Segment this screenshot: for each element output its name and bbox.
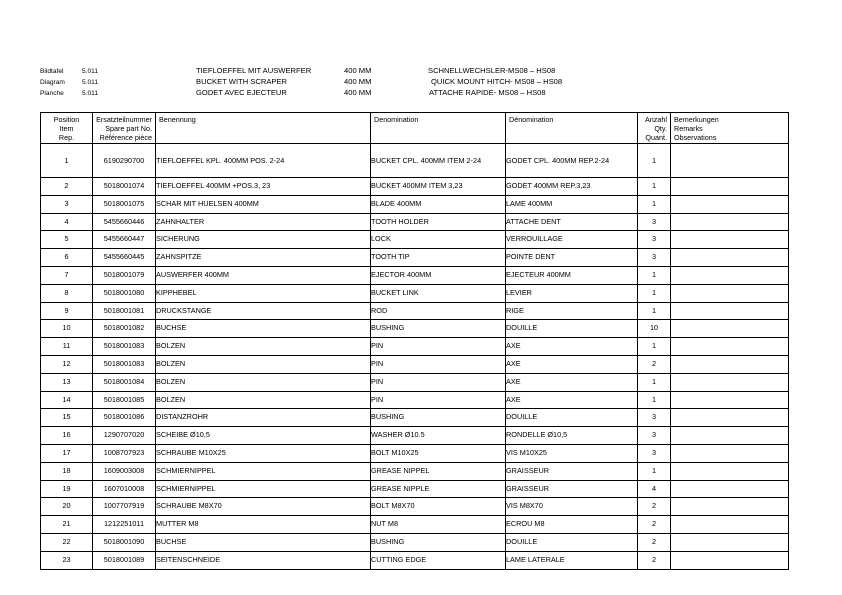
cell-remarks — [671, 249, 789, 267]
cell-remarks — [671, 373, 789, 391]
cell-denomination-fr: LAME LATERALE — [506, 551, 638, 569]
cell-denomination-en: PIN — [371, 373, 506, 391]
cell-spare-part-no: 5455660445 — [93, 249, 156, 267]
column-header-position — [41, 113, 93, 144]
cell-remarks — [671, 178, 789, 196]
cell-denomination-fr: LEVIER — [506, 284, 638, 302]
cell-denomination-fr: ATTACHE DENT — [506, 213, 638, 231]
cell-remarks — [671, 355, 789, 373]
cell-position: 11 — [41, 338, 93, 356]
cell-denomination-en: WASHER Ø10.5 — [371, 427, 506, 445]
cell-position: 17 — [41, 444, 93, 462]
cell-benennung: AUSWERFER 400MM — [156, 266, 371, 284]
cell-position: 10 — [41, 320, 93, 338]
column-header-denomination-fr — [506, 113, 638, 144]
cell-remarks — [671, 516, 789, 534]
cell-benennung: SCHRAUBE M8X70 — [156, 498, 371, 516]
cell-spare-part-no: 1008707923 — [93, 444, 156, 462]
cell-benennung: SCHRAUBE M10X25 — [156, 444, 371, 462]
column-header-spare-part-no-line2: Spare part No. — [105, 124, 152, 134]
cell-denomination-fr: DOUILLE — [506, 320, 638, 338]
cell-quantity: 3 — [638, 427, 671, 445]
column-header-quantity-line2: Qty. — [654, 124, 667, 134]
cell-denomination-fr: ECROU M8 — [506, 516, 638, 534]
cell-benennung: ZAHNHALTER — [156, 213, 371, 231]
cell-benennung: BUCHSE — [156, 533, 371, 551]
cell-spare-part-no: 5018001083 — [93, 355, 156, 373]
cell-denomination-fr: LAME 400MM — [506, 195, 638, 213]
cell-benennung: SEITENSCHNEIDE — [156, 551, 371, 569]
cell-spare-part-no: 5018001074 — [93, 178, 156, 196]
cell-denomination-en: LOCK — [371, 231, 506, 249]
column-header-quantity-line3: Quant. — [645, 133, 667, 143]
parts-list-table — [40, 112, 789, 570]
cell-remarks — [671, 533, 789, 551]
column-header-denomination-en — [371, 113, 506, 144]
cell-spare-part-no: 5018001080 — [93, 284, 156, 302]
cell-quantity: 2 — [638, 355, 671, 373]
cell-spare-part-no: 5018001090 — [93, 533, 156, 551]
cell-denomination-fr: AXE — [506, 391, 638, 409]
column-header-benennung — [156, 113, 371, 144]
cell-spare-part-no: 5018001081 — [93, 302, 156, 320]
cell-benennung: SICHERUNG — [156, 231, 371, 249]
cell-benennung: TIEFLOEFFEL KPL. 400MM POS. 2-24 — [156, 144, 371, 178]
cell-position: 9 — [41, 302, 93, 320]
cell-quantity: 2 — [638, 516, 671, 534]
cell-position: 18 — [41, 462, 93, 480]
column-header-remarks-line1: Bemerkungen — [674, 115, 719, 124]
table-row — [41, 320, 789, 338]
header-language-label-de: Bildtafel — [40, 68, 64, 75]
cell-spare-part-no: 5018001084 — [93, 373, 156, 391]
cell-position: 16 — [41, 427, 93, 445]
cell-position: 7 — [41, 266, 93, 284]
header-row-french — [40, 88, 788, 99]
cell-denomination-en: BUSHING — [371, 320, 506, 338]
table-row — [41, 338, 789, 356]
cell-quantity: 3 — [638, 409, 671, 427]
header-attachment-de: SCHNELLWECHSLER-MS08 – HS08 — [428, 66, 556, 75]
column-header-remarks — [671, 113, 789, 144]
header-size-fr: 400 MM — [344, 88, 372, 98]
cell-benennung: BOLZEN — [156, 338, 371, 356]
cell-benennung: SCHAR MIT HUELSEN 400MM — [156, 195, 371, 213]
cell-position: 2 — [41, 178, 93, 196]
column-header-quantity-line1: Anzahl — [645, 115, 667, 124]
table-row — [41, 266, 789, 284]
cell-denomination-en: BUCKET 400MM ITEM 3,23 — [371, 178, 506, 196]
cell-remarks — [671, 551, 789, 569]
cell-denomination-fr: AXE — [506, 338, 638, 356]
cell-denomination-en: BUSHING — [371, 409, 506, 427]
cell-spare-part-no: 5018001079 — [93, 266, 156, 284]
cell-quantity: 1 — [638, 391, 671, 409]
cell-denomination-en: BUCKET LINK — [371, 284, 506, 302]
column-header-position-line2: Item — [59, 124, 74, 134]
column-header-remarks-line3: Observations — [674, 133, 717, 143]
cell-spare-part-no: 1007707919 — [93, 498, 156, 516]
cell-remarks — [671, 320, 789, 338]
cell-benennung: BOLZEN — [156, 391, 371, 409]
table-row — [41, 480, 789, 498]
table-row — [41, 551, 789, 569]
cell-spare-part-no: 5455660447 — [93, 231, 156, 249]
header-language-label-en: Diagram — [40, 79, 65, 87]
cell-benennung: DISTANZROHR — [156, 409, 371, 427]
cell-spare-part-no: 5018001089 — [93, 551, 156, 569]
cell-remarks — [671, 498, 789, 516]
cell-denomination-fr: AXE — [506, 373, 638, 391]
column-header-spare-part-no — [93, 113, 156, 144]
cell-spare-part-no: 5018001086 — [93, 409, 156, 427]
cell-quantity: 3 — [638, 444, 671, 462]
cell-remarks — [671, 338, 789, 356]
cell-denomination-en: PIN — [371, 391, 506, 409]
cell-remarks — [671, 195, 789, 213]
cell-remarks — [671, 144, 789, 178]
table-row — [41, 302, 789, 320]
cell-denomination-fr: GODET 400MM REP.3,23 — [506, 178, 638, 196]
cell-denomination-en: PIN — [371, 338, 506, 356]
cell-spare-part-no: 5455660446 — [93, 213, 156, 231]
cell-position: 15 — [41, 409, 93, 427]
column-header-quantity — [638, 113, 671, 144]
cell-benennung: BUCHSE — [156, 320, 371, 338]
cell-spare-part-no: 5018001075 — [93, 195, 156, 213]
table-row — [41, 249, 789, 267]
cell-position: 1 — [41, 144, 93, 178]
cell-denomination-fr: DOUILLE — [506, 409, 638, 427]
cell-denomination-fr: DOUILLE — [506, 533, 638, 551]
cell-quantity: 1 — [638, 338, 671, 356]
column-header-denomination-fr-line1: Dénomination — [509, 115, 554, 124]
table-row — [41, 444, 789, 462]
cell-denomination-en: BOLT M8X70 — [371, 498, 506, 516]
table-row — [41, 373, 789, 391]
cell-position: 4 — [41, 213, 93, 231]
cell-denomination-en: GREASE NIPPEL — [371, 462, 506, 480]
cell-position: 12 — [41, 355, 93, 373]
header-attachment-en: QUICK MOUNT HITCH- MS08 – HS08 — [431, 77, 563, 87]
cell-quantity: 1 — [638, 178, 671, 196]
cell-position: 13 — [41, 373, 93, 391]
cell-denomination-en: NUT M8 — [371, 516, 506, 534]
table-row — [41, 533, 789, 551]
cell-benennung: SCHEIBE Ø10,5 — [156, 427, 371, 445]
column-header-spare-part-no-line1: Ersatzteilnummer — [96, 115, 152, 124]
header-size-de: 400 MM — [344, 66, 372, 75]
cell-spare-part-no: 1609003008 — [93, 462, 156, 480]
cell-position: 3 — [41, 195, 93, 213]
cell-denomination-en: GREASE NIPPLE — [371, 480, 506, 498]
table-row — [41, 284, 789, 302]
cell-denomination-fr: VIS M10X25 — [506, 444, 638, 462]
cell-spare-part-no: 6190290700 — [93, 144, 156, 178]
cell-benennung: SCHMIERNIPPEL — [156, 480, 371, 498]
cell-denomination-en: PIN — [371, 355, 506, 373]
cell-position: 21 — [41, 516, 93, 534]
cell-quantity: 1 — [638, 195, 671, 213]
table-row — [41, 391, 789, 409]
cell-remarks — [671, 213, 789, 231]
cell-denomination-fr: EJECTEUR 400MM — [506, 266, 638, 284]
cell-benennung: KIPPHEBEL — [156, 284, 371, 302]
cell-position: 5 — [41, 231, 93, 249]
table-header — [41, 113, 789, 144]
cell-position: 23 — [41, 551, 93, 569]
header-description-de: TIEFLOEFFEL MIT AUSWERFER — [196, 66, 312, 75]
cell-denomination-fr: POINTE DENT — [506, 249, 638, 267]
column-header-position-line3: Rep. — [58, 133, 75, 143]
column-header-position-line1: Position — [53, 115, 80, 124]
table-header-row — [41, 113, 789, 144]
cell-remarks — [671, 302, 789, 320]
cell-quantity: 10 — [638, 320, 671, 338]
cell-benennung: DRUCKSTANGE — [156, 302, 371, 320]
table-row — [41, 195, 789, 213]
cell-benennung: ZAHNSPITZE — [156, 249, 371, 267]
column-header-spare-part-no-line3: Référence pièce — [99, 133, 152, 143]
cell-denomination-en: ROD — [371, 302, 506, 320]
cell-position: 19 — [41, 480, 93, 498]
table-row — [41, 516, 789, 534]
cell-quantity: 3 — [638, 249, 671, 267]
cell-denomination-en: EJECTOR 400MM — [371, 266, 506, 284]
cell-spare-part-no: 1290707020 — [93, 427, 156, 445]
table-row — [41, 144, 789, 178]
cell-quantity: 2 — [638, 498, 671, 516]
cell-benennung: BOLZEN — [156, 373, 371, 391]
cell-denomination-en: TOOTH HOLDER — [371, 213, 506, 231]
cell-remarks — [671, 462, 789, 480]
cell-position: 14 — [41, 391, 93, 409]
cell-position: 8 — [41, 284, 93, 302]
cell-quantity: 1 — [638, 284, 671, 302]
cell-denomination-fr: VERROUILLAGE — [506, 231, 638, 249]
cell-spare-part-no: 1607010008 — [93, 480, 156, 498]
header-size-en: 400 MM — [344, 77, 372, 87]
cell-spare-part-no: 1212251011 — [93, 516, 156, 534]
column-header-benennung-line1: Benennung — [159, 115, 196, 124]
cell-denomination-fr: GRAISSEUR — [506, 480, 638, 498]
cell-remarks — [671, 266, 789, 284]
cell-denomination-en: BLADE 400MM — [371, 195, 506, 213]
cell-denomination-en: CUTTING EDGE — [371, 551, 506, 569]
cell-benennung: BOLZEN — [156, 355, 371, 373]
column-header-denomination-en-line1: Denomination — [374, 115, 419, 124]
cell-remarks — [671, 231, 789, 249]
table-row — [41, 409, 789, 427]
cell-position: 22 — [41, 533, 93, 551]
cell-benennung: MUTTER M8 — [156, 516, 371, 534]
cell-spare-part-no: 5018001082 — [93, 320, 156, 338]
cell-quantity: 2 — [638, 533, 671, 551]
cell-position: 20 — [41, 498, 93, 516]
header-row-german — [40, 66, 788, 77]
cell-spare-part-no: 5018001083 — [93, 338, 156, 356]
header-attachment-fr: ATTACHE RAPIDE- MS08 – HS08 — [429, 88, 546, 98]
cell-spare-part-no: 5018001085 — [93, 391, 156, 409]
cell-quantity: 1 — [638, 144, 671, 178]
cell-denomination-en: TOOTH TIP — [371, 249, 506, 267]
cell-quantity: 2 — [638, 551, 671, 569]
cell-remarks — [671, 284, 789, 302]
cell-denomination-fr: GRAISSEUR — [506, 462, 638, 480]
cell-quantity: 1 — [638, 266, 671, 284]
cell-remarks — [671, 480, 789, 498]
cell-quantity: 4 — [638, 480, 671, 498]
cell-denomination-fr: RIGE — [506, 302, 638, 320]
header-description-fr: GODET AVEC EJECTEUR — [196, 88, 287, 98]
cell-quantity: 1 — [638, 462, 671, 480]
table-row — [41, 178, 789, 196]
header-language-label-fr: Planche — [40, 90, 64, 98]
cell-remarks — [671, 409, 789, 427]
cell-denomination-en: BUSHING — [371, 533, 506, 551]
cell-position: 6 — [41, 249, 93, 267]
table-row — [41, 213, 789, 231]
table-row — [41, 231, 789, 249]
header-plate-number-de: 5.011 — [82, 68, 99, 75]
table-body — [41, 144, 789, 570]
cell-benennung: TIEFLOEFFEL 400MM +POS.3, 23 — [156, 178, 371, 196]
cell-denomination-fr: RONDELLE Ø10,5 — [506, 427, 638, 445]
cell-denomination-fr: VIS M8X70 — [506, 498, 638, 516]
table-row — [41, 427, 789, 445]
header-plate-number-fr: 5.011 — [82, 90, 99, 98]
cell-remarks — [671, 427, 789, 445]
header-row-english — [40, 77, 788, 88]
table-row — [41, 462, 789, 480]
cell-quantity: 1 — [638, 373, 671, 391]
cell-benennung: SCHMIERNIPPEL — [156, 462, 371, 480]
cell-quantity: 1 — [638, 302, 671, 320]
cell-denomination-en: BOLT M10X25 — [371, 444, 506, 462]
cell-denomination-fr: GODET CPL. 400MM REP.2-24 — [506, 144, 638, 178]
cell-quantity: 3 — [638, 213, 671, 231]
cell-remarks — [671, 391, 789, 409]
cell-quantity: 3 — [638, 231, 671, 249]
cell-denomination-fr: AXE — [506, 355, 638, 373]
column-header-remarks-line2: Remarks — [674, 124, 703, 134]
header-description-en: BUCKET WITH SCRAPER — [196, 77, 287, 87]
table-row — [41, 498, 789, 516]
cell-remarks — [671, 444, 789, 462]
header-plate-number-en: 5.011 — [82, 79, 99, 87]
document-header — [40, 66, 788, 100]
table-row — [41, 355, 789, 373]
cell-denomination-en: BUCKET CPL. 400MM ITEM 2-24 — [371, 144, 506, 178]
